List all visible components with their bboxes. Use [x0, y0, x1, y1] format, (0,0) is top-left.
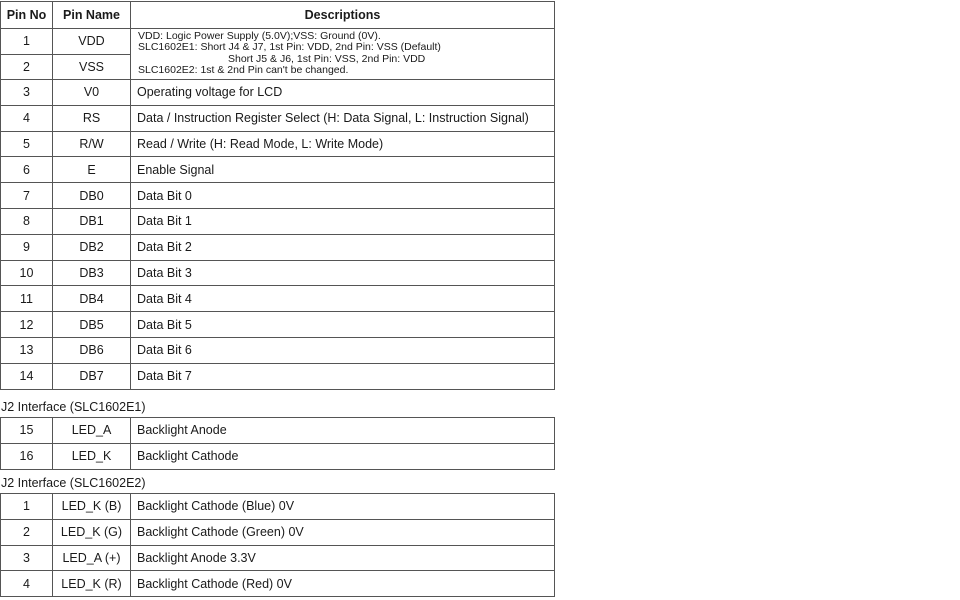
table-row — [1, 494, 555, 520]
description-cell: Data Bit 4 — [131, 286, 555, 312]
pin-table — [0, 1, 555, 390]
pin-name-cell: DB1 — [53, 208, 131, 234]
description-cell: Enable Signal — [131, 157, 555, 183]
table-row — [1, 286, 555, 312]
table-row — [1, 363, 555, 389]
pin-name-cell: VDD — [53, 29, 131, 55]
pin-no-cell: 3 — [1, 80, 53, 106]
pin-name-cell: DB5 — [53, 312, 131, 338]
description-cell: Backlight Anode — [131, 418, 555, 444]
description-cell: Data Bit 7 — [131, 363, 555, 389]
pin-no-cell: 9 — [1, 234, 53, 260]
power-note-line: Short J5 & J6, 1st Pin: VSS, 2nd Pin: VDD — [228, 52, 426, 65]
header-descriptions: Descriptions — [131, 2, 555, 29]
pin-name-cell: E — [53, 157, 131, 183]
description-cell: Read / Write (H: Read Mode, L: Write Mode) — [131, 131, 555, 157]
j2-e2-table — [0, 493, 555, 597]
table-row — [1, 157, 555, 183]
pin-name-cell: DB4 — [53, 286, 131, 312]
pin-no-cell: 2 — [1, 54, 53, 80]
table-row — [1, 443, 555, 469]
pin-no-cell: 14 — [1, 363, 53, 389]
pin-name-cell: LED_K (B) — [53, 494, 131, 520]
pin-name-cell: DB2 — [53, 234, 131, 260]
pin-name-cell: V0 — [53, 80, 131, 106]
pin-name-cell: LED_K — [53, 443, 131, 469]
pin-no-cell: 2 — [1, 519, 53, 545]
pin-no-cell: 1 — [1, 29, 53, 55]
description-cell: Data Bit 6 — [131, 337, 555, 363]
pin-name-cell: R/W — [53, 131, 131, 157]
table-row — [1, 545, 555, 571]
pin-no-cell: 13 — [1, 337, 53, 363]
pin-name-cell: VSS — [53, 54, 131, 80]
power-note-line: SLC1602E1: Short J4 & J7, 1st Pin: VDD, 2nd Pin: VSS (Default) — [138, 41, 441, 54]
header-pin-no: Pin No — [1, 2, 53, 29]
pin-name-cell: LED_K (G) — [53, 519, 131, 545]
table-row — [1, 105, 555, 131]
table-row — [1, 418, 555, 444]
power-note-line: VDD: Logic Power Supply (5.0V);VSS: Ground (0V). — [138, 30, 381, 42]
pin-no-cell: 12 — [1, 312, 53, 338]
pin-name-cell: LED_A (+) — [53, 545, 131, 571]
pin-no-cell: 4 — [1, 105, 53, 131]
table-row — [1, 312, 555, 338]
pin-no-cell: 3 — [1, 545, 53, 571]
description-cell: Data Bit 2 — [131, 234, 555, 260]
j2-e1-table — [0, 417, 555, 470]
table-row — [1, 131, 555, 157]
description-cell: Data / Instruction Register Select (H: Data Signal, L: Instruction Signal) — [131, 105, 555, 131]
table-row — [1, 260, 555, 286]
pin-no-cell: 1 — [1, 494, 53, 520]
pin-no-cell: 16 — [1, 443, 53, 469]
description-cell: Backlight Anode 3.3V — [131, 545, 555, 571]
table-row — [1, 80, 555, 106]
section-title-e2: J2 Interface (SLC1602E2) — [1, 476, 146, 490]
description-cell: Data Bit 0 — [131, 183, 555, 209]
pin-name-cell: DB3 — [53, 260, 131, 286]
description-cell: Data Bit 1 — [131, 208, 555, 234]
pin-no-cell: 11 — [1, 286, 53, 312]
pin-no-cell: 6 — [1, 157, 53, 183]
table-row — [1, 234, 555, 260]
pin-no-cell: 10 — [1, 260, 53, 286]
table-row — [1, 337, 555, 363]
pin-name-cell: RS — [53, 105, 131, 131]
power-note-cell — [131, 29, 555, 80]
pin-no-cell: 15 — [1, 418, 53, 444]
table-row — [1, 208, 555, 234]
power-note-line: SLC1602E2: 1st & 2nd Pin can't be changed. — [138, 63, 349, 76]
description-cell: Operating voltage for LCD — [131, 80, 555, 106]
pin-name-cell: DB7 — [53, 363, 131, 389]
pin-no-cell: 4 — [1, 571, 53, 597]
pin-name-cell: DB6 — [53, 337, 131, 363]
table-row — [1, 183, 555, 209]
description-cell: Backlight Cathode (Red) 0V — [131, 571, 555, 597]
pin-name-cell: LED_A — [53, 418, 131, 444]
pin-no-cell: 5 — [1, 131, 53, 157]
description-cell: Backlight Cathode (Blue) 0V — [131, 494, 555, 520]
header-pin-name: Pin Name — [53, 2, 131, 29]
description-cell: Data Bit 3 — [131, 260, 555, 286]
description-cell: Backlight Cathode (Green) 0V — [131, 519, 555, 545]
table-row — [1, 29, 555, 55]
description-cell: Data Bit 5 — [131, 312, 555, 338]
table-row — [1, 519, 555, 545]
section-title-e1: J2 Interface (SLC1602E1) — [1, 400, 146, 414]
pin-name-cell: DB0 — [53, 183, 131, 209]
pin-no-cell: 7 — [1, 183, 53, 209]
pin-name-cell: LED_K (R) — [53, 571, 131, 597]
description-cell: Backlight Cathode — [131, 443, 555, 469]
pin-no-cell: 8 — [1, 208, 53, 234]
table-header-row — [1, 2, 555, 29]
table-row — [1, 571, 555, 597]
